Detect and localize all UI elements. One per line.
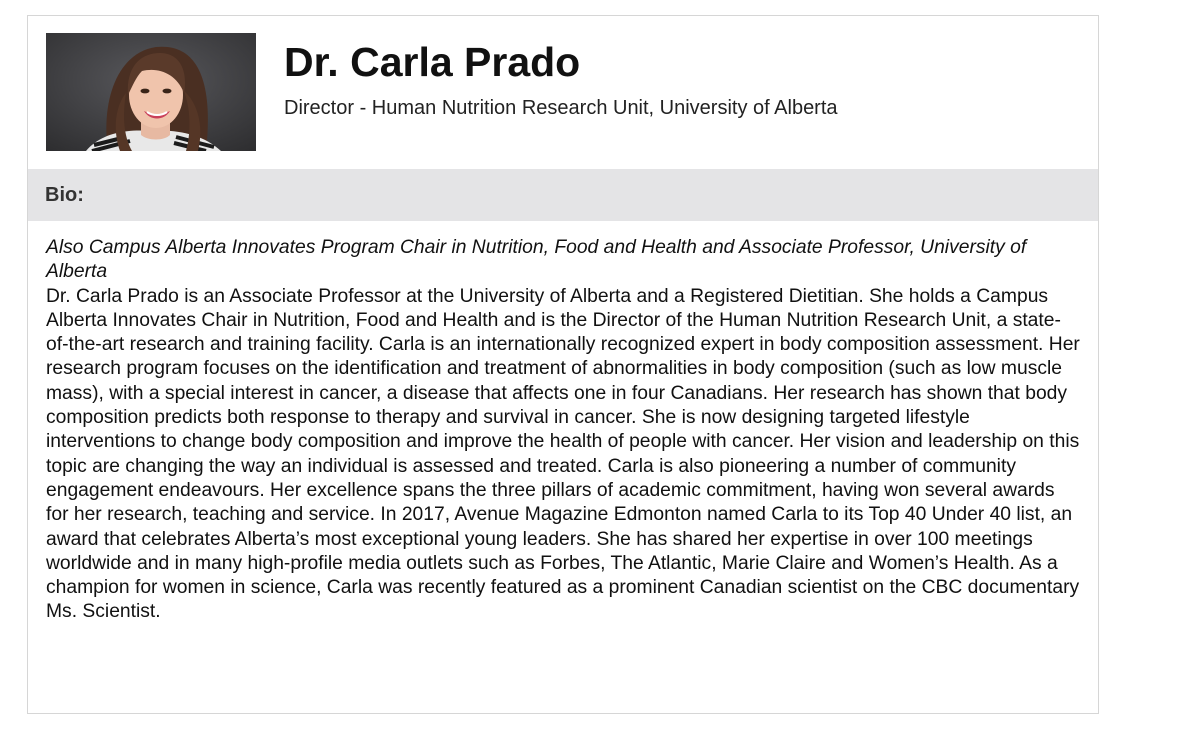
- profile-header: [28, 16, 1098, 169]
- bio-label: Bio:: [45, 184, 84, 206]
- bio-content: [46, 236, 1082, 625]
- bio-subtitle: Also Campus Alberta Innovates Program Chair in Nutrition, Food and Health and Associate Professor, University of Alberta: [46, 237, 1027, 283]
- profile-name: Dr. Carla Prado: [284, 39, 581, 85]
- bio-section-header: [28, 169, 1098, 221]
- profile-title: Director - Human Nutrition Research Unit, University of Alberta: [284, 97, 838, 119]
- bio-text: Dr. Carla Prado is an Associate Professor at the University of Alberta and a Registered Dietitian. She holds a Campus Alberta Innovates Chair in Nutrition, Food and Health and is the Director of the Human Nutrition Research Unit, a state-of-the-art research and training facility. Carla is an internationally recognized expert in body composition assessment. Her research program focuses on the identification and treatment of abnormalities in body composition (such as low muscle mass), with a special interest in cancer, a disease that affects one in four Canadians. Her research has shown that body composition predicts both response to therapy and survival in cancer. She is now designing targeted lifestyle interventions to change body composition and improve the health of people with cancer. Her vision and leadership on this topic are changing the way an individual is assessed and treated. Carla is also pioneering a number of community engagement endeavours. Her excellence spans the three pillars of academic commitment, having won several awards for her research, teaching and service. In 2017, Avenue Magazine Edmonton named Carla to its Top 40 Under 40 list, an award that celebrates Alberta’s most exceptional young leaders. She has shared her expertise in over 100 meetings worldwide and in many high-profile media outlets such as Forbes, The Atlantic, Marie Claire and Women’s Health. As a champion for women in science, Carla was recently featured as a prominent Canadian scientist on the CBC documentary Ms. Scientist.: [46, 285, 1080, 623]
- portrait-image: [46, 33, 256, 151]
- profile-photo: [46, 33, 256, 151]
- profile-card: [27, 15, 1099, 714]
